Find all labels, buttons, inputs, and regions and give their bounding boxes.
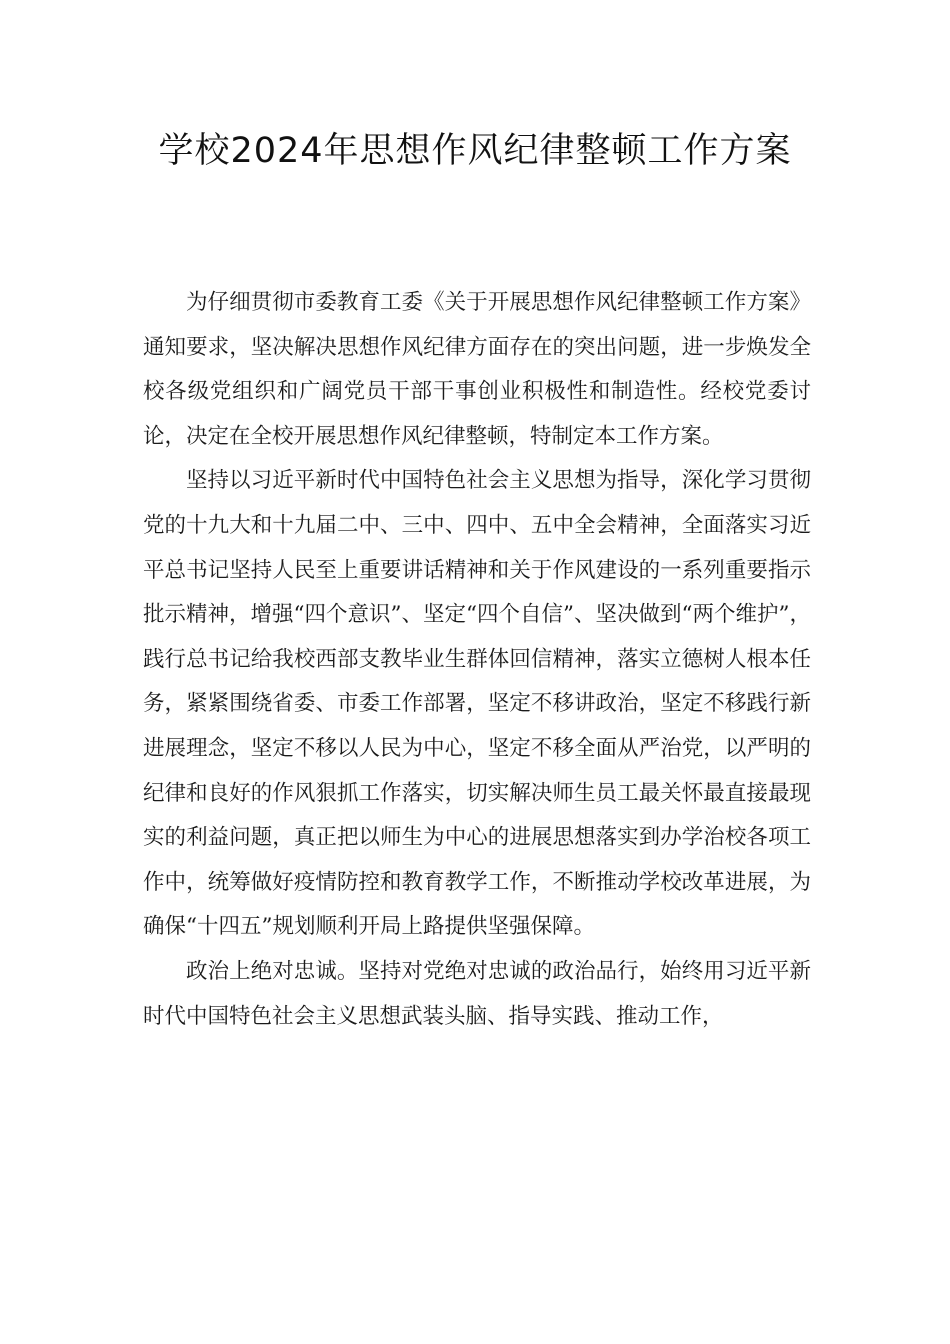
document-title: 学校2024年思想作风纪律整顿工作方案 <box>158 131 792 171</box>
paragraph-guiding-ideology: 坚持以习近平新时代中国特色社会主义思想为指导，深化学习贯彻党的十九大和十九届二中、三中、四中、五中全会精神，全面落实习近平总书记坚持人民至上重要讲话精神和关于作风建设的一系列重要指示批示精神，增强“四个意识”、坚定“四个自信”、坚决做到“两个维护”，践行总书记给我校西部支教毕业生群体回信精神，落实立德树人根本任务，紧紧围绕省委、市委工作部署，坚定不移讲政治，坚定不移践行新进展理念，坚定不移以人民为中心，坚定不移全面从严治党，以严明的纪律和良好的作风狠抓工作落实，切实解决师生员工最关怀最直接最现实的利益问题，真正把以师生为中心的进展思想落实到办学治校各项工作中，统筹做好疫情防控和教育教学工作，不断推动学校改革进展，为确保“十四五”规划顺利开局上路提供坚强保障。 <box>143 468 811 940</box>
paragraph-intro: 为仔细贯彻市委教育工委《关于开展思想作风纪律整顿工作方案》通知要求，坚决解决思想作风纪律方面存在的突出问题，进一步焕发全校各级党组织和广阔党员干部干事创业积极性和制造性。经校党委讨论，决定在全校开展思想作风纪律整顿，特制定本工作方案。 <box>143 290 811 449</box>
paragraph-political-loyalty: 政治上绝对忠诚。坚持对党绝对忠诚的政治品行，始终用习近平新时代中国特色社会主义思想武装头脑、指导实践、推动工作， <box>143 958 811 1029</box>
document-body <box>143 281 811 1039</box>
